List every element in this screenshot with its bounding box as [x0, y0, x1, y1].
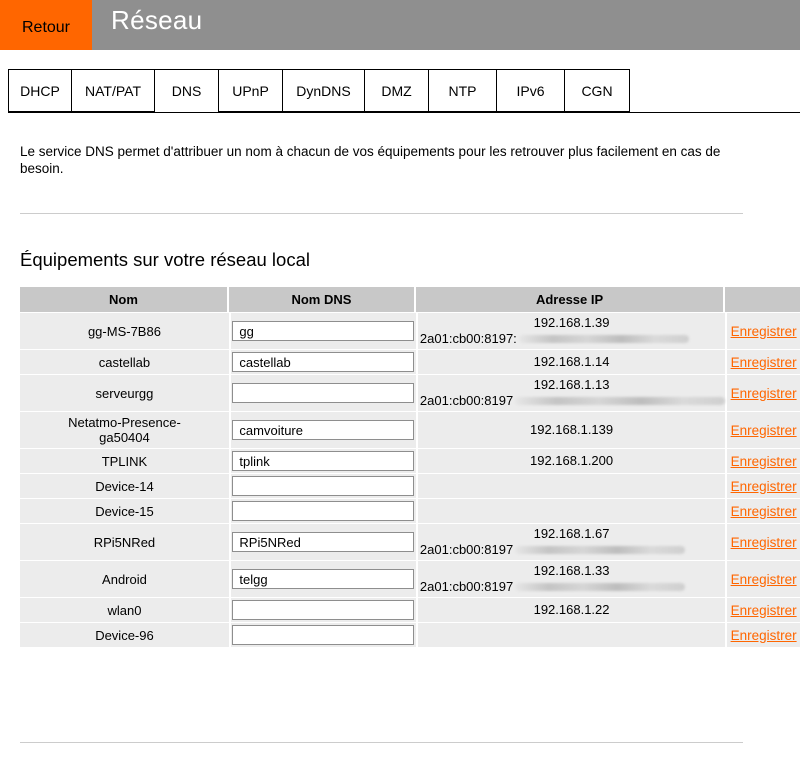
redacted-blur: [515, 397, 725, 405]
tab-cgn[interactable]: CGN: [565, 69, 630, 112]
column-header-name: Nom: [20, 287, 229, 312]
dns-name-input[interactable]: [232, 532, 414, 552]
dns-cell: [229, 374, 416, 411]
action-cell: [725, 374, 800, 411]
dns-name-input[interactable]: [232, 383, 414, 403]
table-row: [20, 498, 800, 523]
save-link[interactable]: Enregistrer: [730, 503, 797, 519]
action-cell: [725, 473, 800, 498]
divider: [20, 213, 743, 214]
back-button[interactable]: Retour: [0, 0, 92, 50]
tab-dhcp[interactable]: DHCP: [8, 69, 72, 112]
tab-dmz[interactable]: DMZ: [365, 69, 429, 112]
table-row: [20, 411, 800, 448]
ipv6-address: 2a01:cb00:8197: [419, 393, 514, 408]
dns-cell: [229, 411, 416, 448]
ip-address-cell: [416, 597, 725, 622]
ip-address-block: [418, 354, 725, 370]
device-name: castellab: [20, 349, 229, 374]
table-row: [20, 523, 800, 560]
table-row: [20, 560, 800, 597]
save-link[interactable]: Enregistrer: [730, 385, 797, 401]
ip-address-block: [418, 453, 725, 469]
ip-address-block: [418, 422, 725, 438]
dns-name-input[interactable]: [232, 625, 414, 645]
ip-address-cell: [416, 622, 725, 647]
table-row: [20, 349, 800, 374]
ipv6-address-row: [418, 579, 725, 595]
ip-address-cell: [416, 349, 725, 374]
ip-address-cell: [416, 498, 725, 523]
table-row: [20, 374, 800, 411]
action-cell: [725, 411, 800, 448]
ipv6-address: 2a01:cb00:8197:: [419, 331, 517, 346]
table-row: [20, 448, 800, 473]
device-name: TPLINK: [20, 448, 229, 473]
ipv4-address: 192.168.1.33: [533, 563, 610, 578]
ip-address-cell: [416, 374, 725, 411]
action-cell: [725, 312, 800, 349]
tab-upnp[interactable]: UPnP: [219, 69, 283, 112]
column-header-action: [725, 287, 800, 312]
ipv4-address: 192.168.1.39: [533, 315, 610, 330]
dns-cell: [229, 349, 416, 374]
device-name: gg-MS-7B86: [20, 312, 229, 349]
dns-name-input[interactable]: [232, 476, 414, 496]
ipv6-address: 2a01:cb00:8197: [419, 542, 514, 557]
action-cell: [725, 597, 800, 622]
dns-cell: [229, 498, 416, 523]
save-link[interactable]: Enregistrer: [730, 627, 797, 643]
ip-address-cell: [416, 312, 725, 349]
dns-cell: [229, 473, 416, 498]
ip-address-block: [418, 315, 725, 347]
tab-nat-pat[interactable]: NAT/PAT: [72, 69, 155, 112]
action-cell: [725, 622, 800, 647]
table-row: [20, 622, 800, 647]
device-name: Device-15: [20, 498, 229, 523]
ipv6-address-row: [418, 331, 725, 347]
save-link[interactable]: Enregistrer: [730, 453, 797, 469]
column-header-dns: Nom DNS: [229, 287, 416, 312]
redacted-blur: [515, 583, 685, 591]
ip-address-cell: [416, 411, 725, 448]
redacted-blur: [515, 546, 685, 554]
table-row: [20, 597, 800, 622]
dns-cell: [229, 448, 416, 473]
device-name: wlan0: [20, 597, 229, 622]
dns-cell: [229, 597, 416, 622]
ipv6-address: 2a01:cb00:8197: [419, 579, 514, 594]
tab-bar-underline: [8, 112, 800, 113]
dns-cell: [229, 560, 416, 597]
action-cell: [725, 448, 800, 473]
save-link[interactable]: Enregistrer: [730, 602, 797, 618]
devices-table: [20, 287, 800, 647]
save-link[interactable]: Enregistrer: [730, 478, 797, 494]
ipv4-address: 192.168.1.139: [529, 422, 614, 437]
ipv4-address: 192.168.1.14: [533, 354, 610, 369]
save-link[interactable]: Enregistrer: [730, 422, 797, 438]
dns-name-input[interactable]: [232, 451, 414, 471]
ip-address-cell: [416, 473, 725, 498]
page-title: Réseau: [111, 5, 203, 35]
dns-name-input[interactable]: [232, 321, 414, 341]
dns-intro-text: Le service DNS permet d'attribuer un nom à chacun de vos équipements pour les retrouver plus facilement en cas de besoin.: [20, 144, 721, 176]
tab-dns[interactable]: DNS: [155, 69, 219, 113]
dns-name-input[interactable]: [232, 501, 414, 521]
ip-address-cell: [416, 448, 725, 473]
dns-name-input[interactable]: [232, 600, 414, 620]
section-title: Équipements sur votre réseau local: [20, 249, 310, 270]
save-link[interactable]: Enregistrer: [730, 323, 797, 339]
ip-address-block: [418, 602, 725, 618]
device-name: Device-14: [20, 473, 229, 498]
device-name: serveurgg: [20, 374, 229, 411]
dns-name-input[interactable]: [232, 420, 414, 440]
ip-address-block: [418, 563, 725, 595]
dns-cell: [229, 312, 416, 349]
column-header-ip: Adresse IP: [416, 287, 725, 312]
action-cell: [725, 349, 800, 374]
ipv4-address: 192.168.1.200: [529, 453, 614, 468]
ip-address-block: [418, 526, 725, 558]
device-name: RPi5NRed: [20, 523, 229, 560]
dns-cell: [229, 622, 416, 647]
table-row: [20, 312, 800, 349]
device-name: Android: [20, 560, 229, 597]
device-name: Netatmo-Presence-ga50404: [20, 411, 229, 448]
ip-address-cell: [416, 523, 725, 560]
action-cell: [725, 523, 800, 560]
ip-address-cell: [416, 560, 725, 597]
ipv4-address: 192.168.1.22: [533, 602, 610, 617]
ipv6-address-row: [418, 542, 725, 558]
ip-address-block: [418, 377, 725, 409]
table-header-row: [20, 287, 800, 312]
action-cell: [725, 560, 800, 597]
tab-ipv6[interactable]: IPv6: [497, 69, 565, 112]
tab-ntp[interactable]: NTP: [429, 69, 497, 112]
save-link[interactable]: Enregistrer: [730, 534, 797, 550]
save-link[interactable]: Enregistrer: [730, 354, 797, 370]
divider: [20, 742, 743, 743]
redacted-blur: [519, 335, 689, 343]
header-bar: [0, 0, 800, 50]
save-link[interactable]: Enregistrer: [730, 571, 797, 587]
dns-cell: [229, 523, 416, 560]
dns-name-input[interactable]: [232, 569, 414, 589]
ipv4-address: 192.168.1.67: [533, 526, 610, 541]
device-name: Device-96: [20, 622, 229, 647]
tab-dyndns[interactable]: DynDNS: [283, 69, 365, 112]
dns-name-input[interactable]: [232, 352, 414, 372]
tab-bar: [8, 69, 630, 113]
ipv6-address-row: [418, 393, 725, 409]
table-row: [20, 473, 800, 498]
ipv4-address: 192.168.1.13: [533, 377, 610, 392]
action-cell: [725, 498, 800, 523]
